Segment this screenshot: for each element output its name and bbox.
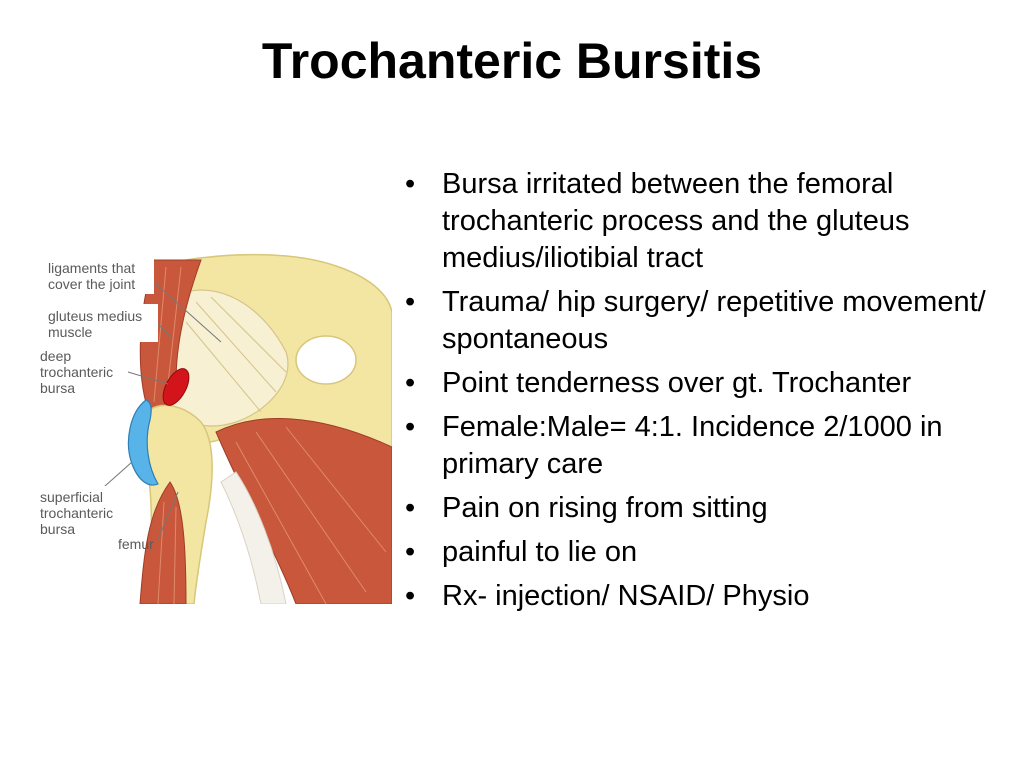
bullet-list bbox=[405, 166, 995, 622]
bullet-glyph: • bbox=[405, 411, 416, 443]
label-gluteus-medius: gluteus medius muscle bbox=[48, 308, 143, 340]
bullet-item bbox=[405, 365, 995, 402]
bullet-glyph: • bbox=[405, 492, 416, 524]
label-superficial-bursa: superficial trochanteric bursa bbox=[40, 489, 114, 537]
bullet-text: Trauma/ hip surgery/ repetitive movement/ spontaneous bbox=[442, 286, 986, 355]
label-deep-bursa: deep trochanteric bursa bbox=[40, 348, 114, 396]
bullet-glyph: • bbox=[405, 536, 416, 568]
bullet-glyph: • bbox=[405, 367, 416, 399]
bullet-glyph: • bbox=[405, 168, 416, 200]
bullet-item bbox=[405, 578, 995, 615]
bullet-text: Bursa irritated between the femoral trochanteric process and the gluteus medius/iliotibial tract bbox=[442, 168, 910, 274]
bullet-text: Point tenderness over gt. Trochanter bbox=[442, 367, 912, 399]
label-femur: femur bbox=[118, 536, 154, 552]
bullet-text: Rx- injection/ NSAID/ Physio bbox=[442, 580, 810, 612]
bullet-item bbox=[405, 534, 995, 571]
bullet-item bbox=[405, 490, 995, 527]
bullet-glyph: • bbox=[405, 286, 416, 318]
bullet-text: Female:Male= 4:1. Incidence 2/1000 in primary care bbox=[442, 411, 943, 480]
bullet-item bbox=[405, 166, 995, 277]
bullet-text: Pain on rising from sitting bbox=[442, 492, 768, 524]
bullet-item bbox=[405, 409, 995, 483]
bullet-item bbox=[405, 284, 995, 358]
hip-anatomy-illustration bbox=[36, 252, 392, 604]
bullet-text: painful to lie on bbox=[442, 536, 638, 568]
slide-title: Trochanteric Bursitis bbox=[261, 33, 763, 89]
obturator-foramen bbox=[296, 336, 356, 384]
label-ligaments: ligaments that cover the joint bbox=[48, 260, 136, 292]
hip-anatomy-svg bbox=[36, 252, 392, 604]
bullet-glyph: • bbox=[405, 580, 416, 612]
